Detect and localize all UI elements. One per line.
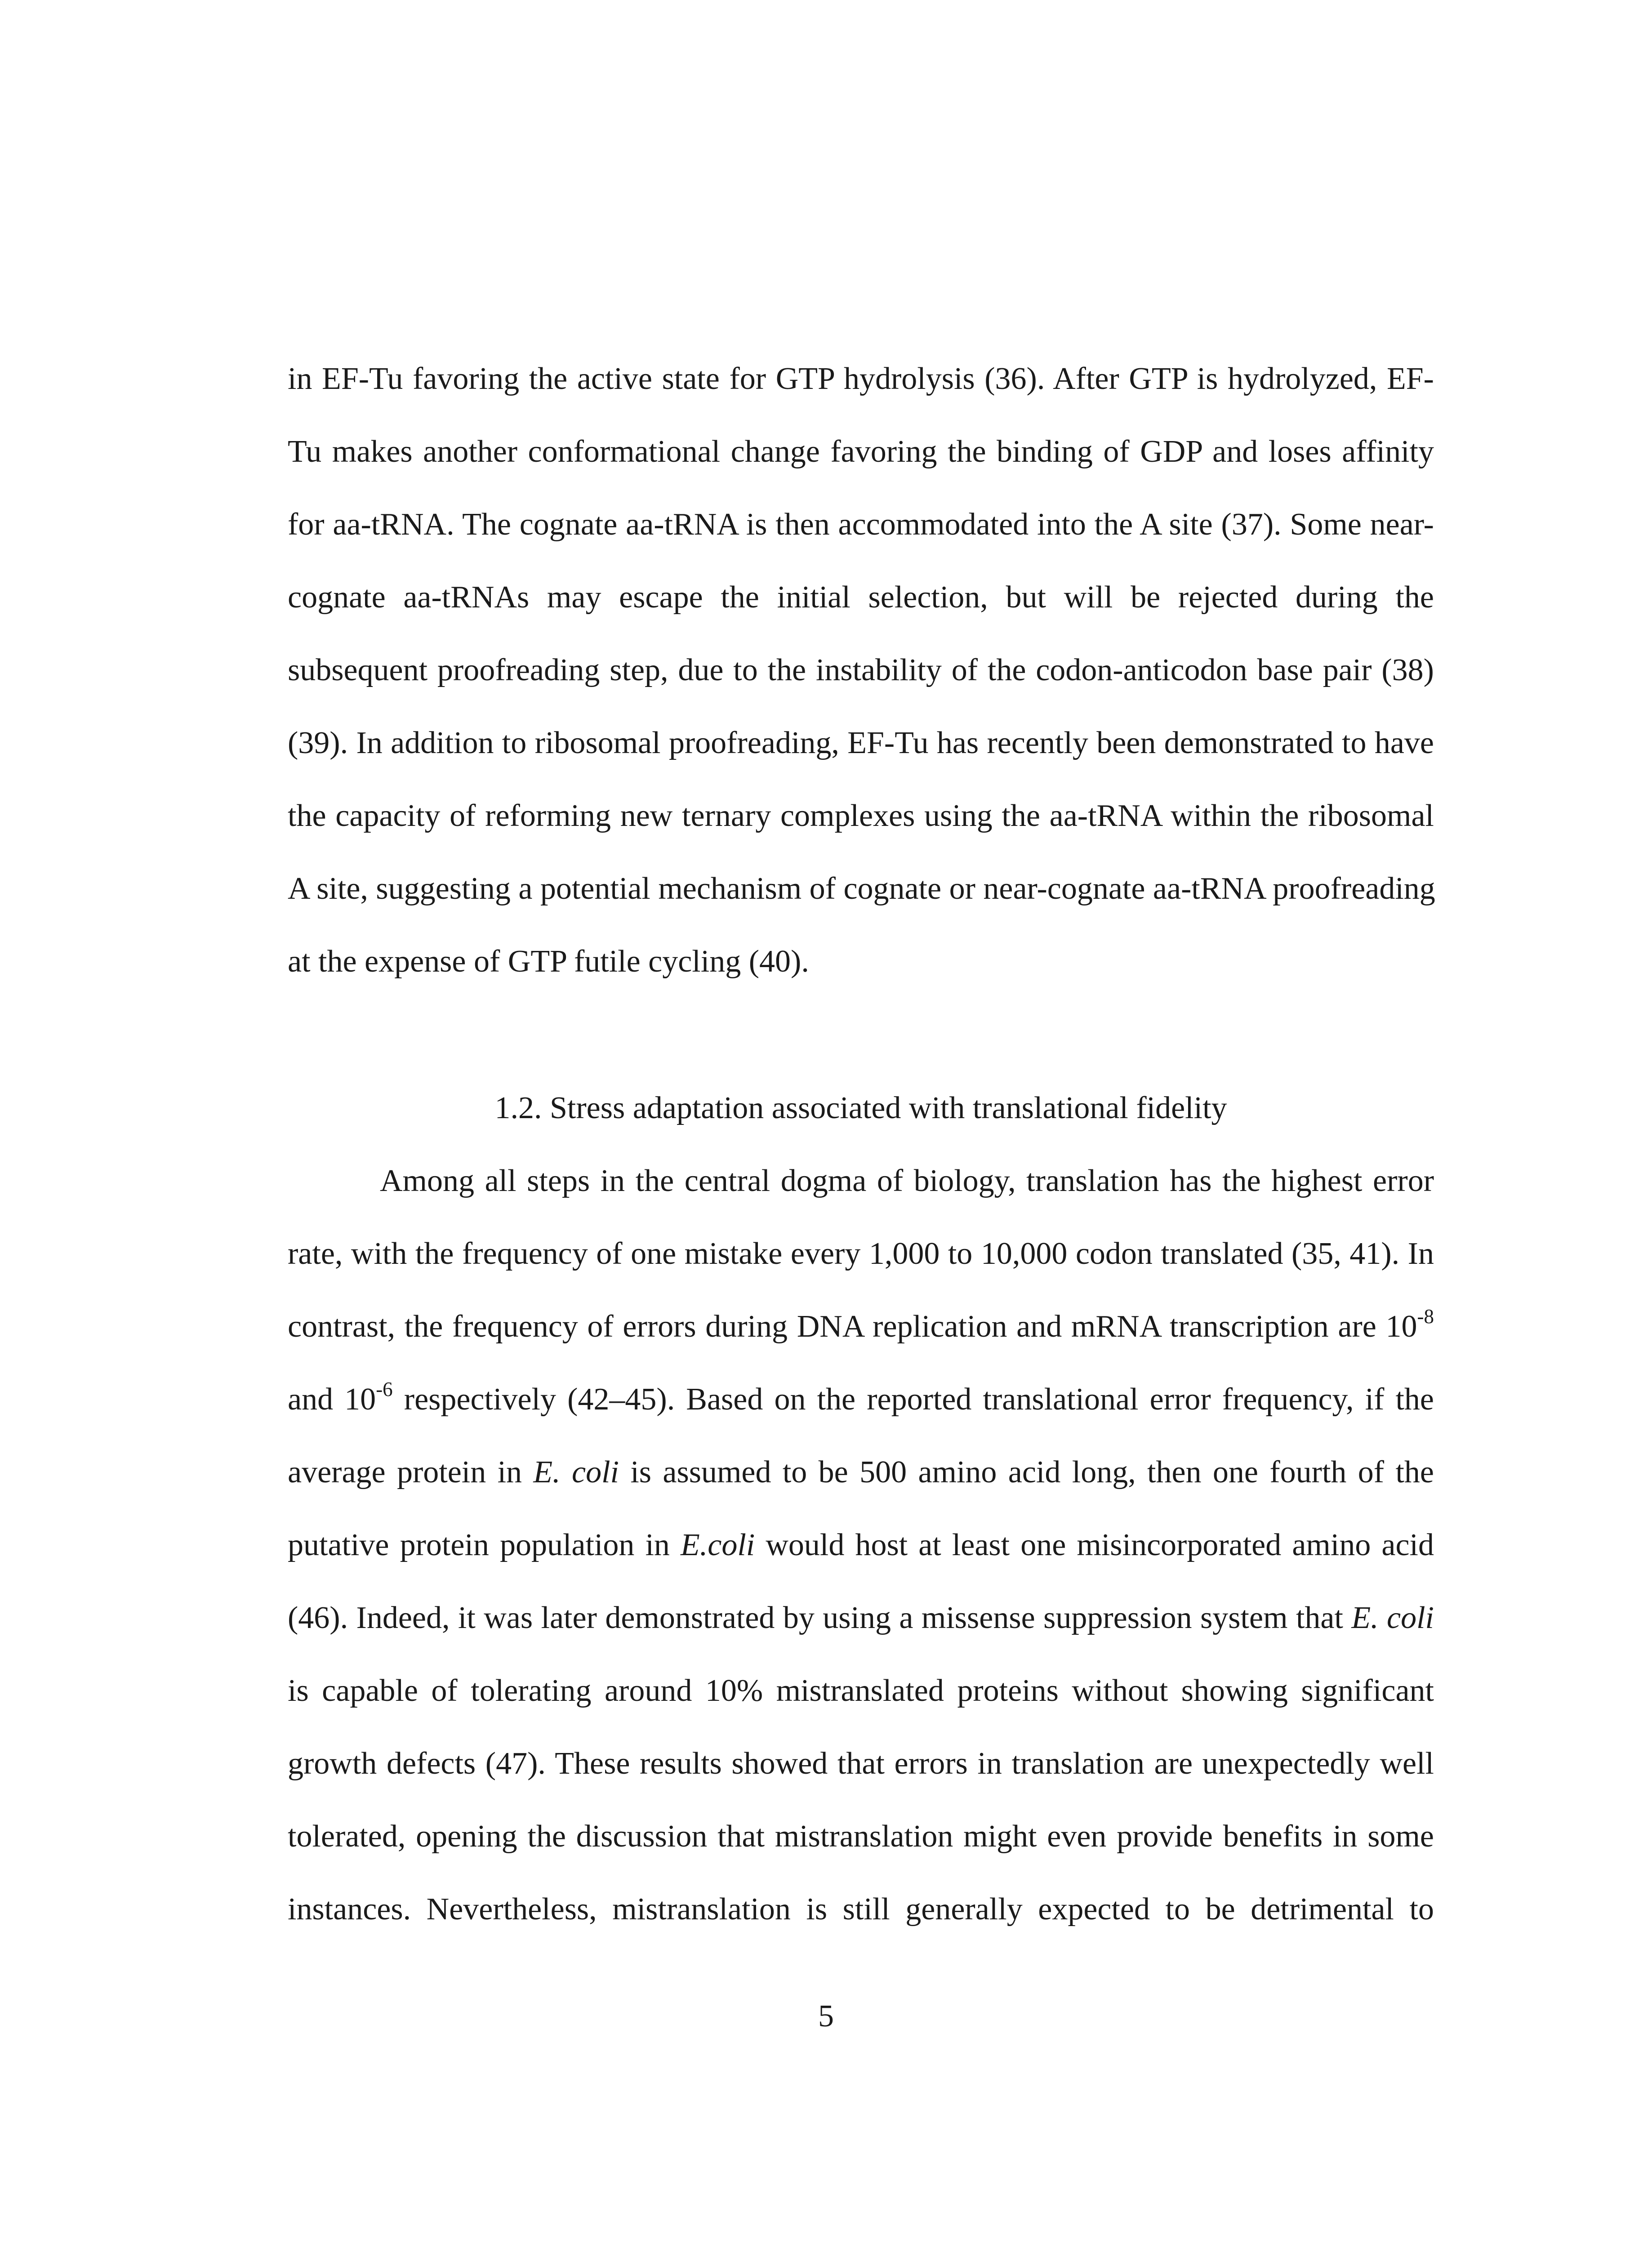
paragraph2-line-6-text-a: putative protein population in (288, 1528, 681, 1562)
paragraph2-line-7 (288, 1602, 1434, 1634)
superscript-exponent: -6 (376, 1378, 393, 1401)
paragraph1-line-6: (39). In addition to ribosomal proofreading, EF-Tu has recently been demonstrated to have (288, 726, 1434, 760)
paragraph2-line-11: instances. Nevertheless, mistranslation is still generally expected to be detrimental to (288, 1892, 1434, 1927)
paragraph1-line-3: for aa-tRNA. The cognate aa-tRNA is then accommodated into the A site (37). Some near- (288, 507, 1434, 542)
paragraph2-line-1: Among all steps in the central dogma of biology, translation has the highest error (380, 1164, 1434, 1198)
paragraph1-line-4: cognate aa-tRNAs may escape the initial selection, but will be rejected during the (288, 580, 1434, 615)
paragraph1-line-9: at the expense of GTP futile cycling (40). (288, 944, 809, 979)
species-name: E. coli (1351, 1601, 1434, 1635)
paragraph2-line-4-text-b: respectively (42–45). Based on the reported translational error frequency, if the (392, 1382, 1434, 1417)
paragraph1-line-2: Tu makes another conformational change favoring the binding of GDP and loses affinity (288, 434, 1434, 469)
superscript-exponent: -8 (1417, 1305, 1434, 1328)
section-heading: 1.2. Stress adaptation associated with translational fidelity (494, 1091, 1227, 1125)
paragraph2-line-6-text-b: would host at least one misincorporated amino acid (755, 1528, 1434, 1562)
paragraph2-line-10: tolerated, opening the discussion that mistranslation might even provide benefits in some (288, 1819, 1434, 1854)
paragraph2-line-5-text-b: is assumed to be 500 amino acid long, then one fourth of the (619, 1455, 1434, 1490)
species-name: E. coli (533, 1455, 619, 1490)
paragraph2-line-3 (288, 1305, 1434, 1344)
paragraph1-line-7: the capacity of reforming new ternary complexes using the aa-tRNA within the ribosomal (288, 798, 1434, 833)
paragraph1-line-1: in EF-Tu favoring the active state for GTP hydrolysis (36). After GTP is hydrolyzed, EF- (288, 361, 1434, 396)
paragraph2-line-6 (288, 1530, 1434, 1561)
paragraph2-line-5-text-a: average protein in (288, 1455, 534, 1490)
paragraph2-line-4-text-a: and 10 (288, 1382, 376, 1417)
paragraph2-line-8: is capable of tolerating around 10% mistranslated proteins without showing significant (288, 1673, 1434, 1708)
paragraph1-line-5: subsequent proofreading step, due to the instability of the codon-anticodon base pair (38) (288, 653, 1434, 687)
paragraph2-line-7-text: (46). Indeed, it was later demonstrated by using a missense suppression system that (288, 1601, 1352, 1635)
paragraph1-line-8: A site, suggesting a potential mechanism of cognate or near-cognate aa-tRNA proofreading (288, 871, 1435, 906)
paragraph2-line-4 (288, 1378, 1434, 1417)
species-name: E.coli (681, 1528, 755, 1562)
paragraph2-line-3-text: contrast, the frequency of errors during DNA replication and mRNA transcription are 10 (288, 1309, 1417, 1344)
paragraph2-line-9: growth defects (47). These results showed that errors in translation are unexpectedly well (288, 1746, 1434, 1781)
paragraph2-line-5 (288, 1457, 1434, 1488)
page-number: 5 (818, 1999, 834, 2034)
paragraph2-line-2: rate, with the frequency of one mistake every 1,000 to 10,000 codon translated (35, 41). In (288, 1236, 1434, 1271)
